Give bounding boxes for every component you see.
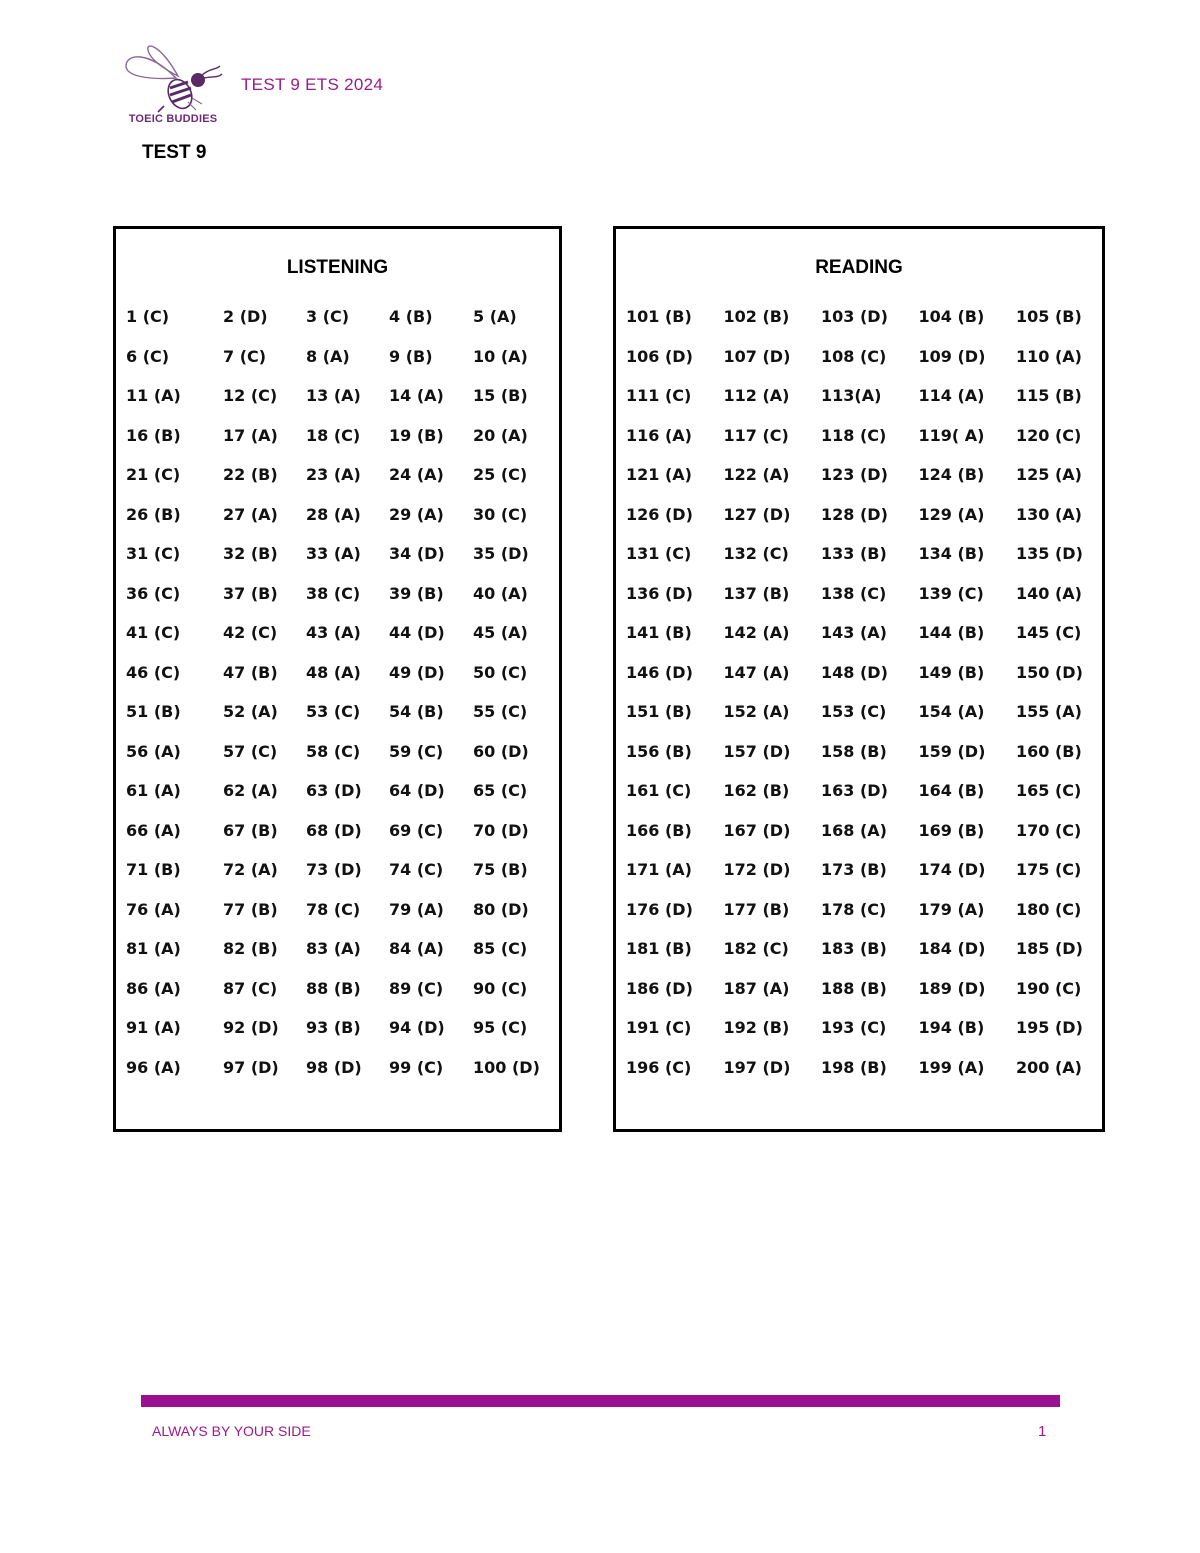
answer-cell: 106 (D) — [626, 346, 693, 366]
answer-cell: 86 (A) — [126, 978, 181, 998]
answer-cell: 3 (C) — [306, 307, 350, 326]
answer-cell: 37 (B) — [223, 583, 278, 603]
answer-row — [626, 781, 1114, 821]
answer-row — [626, 465, 1114, 505]
answer-row — [626, 426, 1114, 466]
answer-cell: 22 (B) — [223, 465, 278, 484]
answer-cell: 127 (D) — [723, 504, 791, 524]
answer-cell: 61 (A) — [126, 781, 181, 800]
answer-cell: 75 (B) — [473, 860, 528, 879]
answer-cell: 167 (D) — [723, 820, 791, 840]
answer-row — [126, 1018, 553, 1058]
answer-cell: 34 (D) — [389, 544, 445, 563]
answer-cell: 196 (C) — [626, 1057, 692, 1077]
answer-cell: 145 (C) — [1016, 623, 1082, 642]
answer-cell: 56 (A) — [126, 741, 181, 761]
answer-cell: 17 (A) — [223, 425, 278, 445]
answer-cell: 45 (A) — [473, 623, 528, 642]
answer-cell: 115 (B) — [1016, 386, 1082, 405]
answer-cell: 152 (A) — [723, 702, 790, 721]
answer-cell: 94 (D) — [389, 1018, 445, 1037]
answer-cell: 139 (C) — [918, 583, 984, 603]
answer-cell: 88 (B) — [306, 978, 361, 998]
answer-cell: 153 (C) — [821, 702, 887, 721]
answer-cell: 32 (B) — [223, 544, 278, 563]
answer-cell: 185 (D) — [1016, 939, 1083, 958]
answer-row — [126, 939, 553, 979]
answer-cell: 132 (C) — [723, 544, 789, 563]
logo — [118, 40, 228, 132]
answer-cell: 136 (D) — [626, 583, 693, 603]
answer-cell: 134 (B) — [918, 544, 985, 563]
answer-cell: 161 (C) — [626, 781, 692, 800]
answer-cell: 1 (C) — [126, 307, 170, 326]
answer-cell: 104 (B) — [918, 307, 985, 326]
answer-cell: 93 (B) — [306, 1018, 361, 1037]
answer-cell: 87 (C) — [223, 978, 278, 998]
answer-cell: 120 (C) — [1016, 425, 1082, 445]
answer-cell: 192 (B) — [723, 1018, 790, 1037]
answer-cell: 85 (C) — [473, 939, 528, 958]
answer-cell: 101 (B) — [626, 307, 692, 326]
answer-cell: 200 (A) — [1016, 1057, 1082, 1077]
answer-cell: 198 (B) — [821, 1057, 887, 1077]
answer-cell: 119( A) — [918, 425, 985, 445]
answer-cell: 108 (C) — [821, 346, 887, 366]
answer-row — [126, 307, 553, 347]
answer-cell: 29 (A) — [389, 504, 444, 524]
answer-cell: 71 (B) — [126, 860, 181, 879]
listening-panel — [113, 226, 562, 1132]
answer-cell: 78 (C) — [306, 899, 361, 919]
answer-row — [126, 663, 553, 703]
answer-cell: 163 (D) — [821, 781, 888, 800]
answer-cell: 177 (B) — [723, 899, 790, 919]
answer-cell: 144 (B) — [918, 623, 985, 642]
answer-cell: 142 (A) — [723, 623, 790, 642]
answer-cell: 81 (A) — [126, 939, 181, 958]
answer-cell: 98 (D) — [306, 1057, 362, 1077]
answer-cell: 171 (A) — [626, 860, 692, 879]
answer-cell: 138 (C) — [821, 583, 887, 603]
answer-cell: 65 (C) — [473, 781, 528, 800]
answer-cell: 103 (D) — [821, 307, 888, 326]
answer-cell: 109 (D) — [918, 346, 986, 366]
answer-row — [126, 781, 553, 821]
answer-cell: 79 (A) — [389, 899, 444, 919]
answer-cell: 36 (C) — [126, 583, 181, 603]
answer-row — [626, 939, 1114, 979]
answer-cell: 126 (D) — [626, 504, 693, 524]
answer-cell: 121 (A) — [626, 465, 692, 484]
answer-cell: 63 (D) — [306, 781, 362, 800]
answer-cell: 147 (A) — [723, 662, 790, 682]
answer-row — [126, 426, 553, 466]
answer-cell: 82 (B) — [223, 939, 278, 958]
answer-cell: 42 (C) — [223, 623, 278, 642]
reading-panel — [613, 226, 1105, 1132]
answer-cell: 181 (B) — [626, 939, 692, 958]
reading-title: READING — [815, 257, 903, 278]
answer-cell: 76 (A) — [126, 899, 181, 919]
answer-cell: 25 (C) — [473, 465, 528, 484]
answer-cell: 154 (A) — [918, 702, 985, 721]
answer-cell: 169 (B) — [918, 820, 985, 840]
answer-row — [626, 1058, 1114, 1098]
answer-cell: 160 (B) — [1016, 741, 1082, 761]
answer-row — [126, 465, 553, 505]
answer-cell: 111 (C) — [626, 386, 692, 405]
answer-row — [626, 860, 1114, 900]
answer-cell: 83 (A) — [306, 939, 361, 958]
answer-cell: 110 (A) — [1016, 346, 1082, 366]
answer-cell: 131 (C) — [626, 544, 692, 563]
answer-row — [126, 347, 553, 387]
answer-cell: 20 (A) — [473, 425, 528, 445]
answer-cell: 197 (D) — [723, 1057, 791, 1077]
answer-cell: 11 (A) — [126, 386, 181, 405]
answer-cell: 47 (B) — [223, 662, 278, 682]
answer-cell: 141 (B) — [626, 623, 692, 642]
answer-cell: 117 (C) — [723, 425, 789, 445]
answer-cell: 12 (C) — [223, 386, 278, 405]
answer-cell: 95 (C) — [473, 1018, 528, 1037]
answer-cell: 179 (A) — [918, 899, 985, 919]
answer-cell: 64 (D) — [389, 781, 445, 800]
answer-cell: 55 (C) — [473, 702, 528, 721]
answer-cell: 80 (D) — [473, 899, 529, 919]
answer-cell: 10 (A) — [473, 346, 528, 366]
answer-cell: 178 (C) — [821, 899, 887, 919]
answer-cell: 77 (B) — [223, 899, 278, 919]
answer-row — [626, 742, 1114, 782]
answer-cell: 44 (D) — [389, 623, 445, 642]
answer-cell: 135 (D) — [1016, 544, 1083, 563]
answer-cell: 173 (B) — [821, 860, 887, 879]
answer-cell: 172 (D) — [723, 860, 791, 879]
answer-cell: 31 (C) — [126, 544, 181, 563]
answer-row — [126, 1058, 553, 1098]
answer-cell: 143 (A) — [821, 623, 887, 642]
answer-cell: 186 (D) — [626, 978, 693, 998]
answer-cell: 114 (A) — [918, 386, 985, 405]
answer-cell: 184 (D) — [918, 939, 986, 958]
answer-cell: 148 (D) — [821, 662, 888, 682]
answer-cell: 23 (A) — [306, 465, 361, 484]
answer-cell: 112 (A) — [723, 386, 790, 405]
answer-cell: 133 (B) — [821, 544, 887, 563]
listening-title: LISTENING — [286, 257, 389, 278]
answer-cell: 90 (C) — [473, 978, 528, 998]
answer-cell: 125 (A) — [1016, 465, 1082, 484]
answer-cell: 194 (B) — [918, 1018, 985, 1037]
answer-cell: 105 (B) — [1016, 307, 1082, 326]
answer-cell: 43 (A) — [306, 623, 361, 642]
answer-row — [126, 900, 553, 940]
answer-cell: 99 (C) — [389, 1057, 444, 1077]
answer-cell: 107 (D) — [723, 346, 791, 366]
answer-cell: 53 (C) — [306, 702, 361, 721]
answer-cell: 19 (B) — [389, 425, 444, 445]
answer-cell: 162 (B) — [723, 781, 790, 800]
answer-cell: 180 (C) — [1016, 899, 1082, 919]
answer-cell: 54 (B) — [389, 702, 444, 721]
answer-cell: 33 (A) — [306, 544, 361, 563]
answer-cell: 67 (B) — [223, 820, 278, 840]
answer-cell: 5 (A) — [473, 307, 517, 326]
answer-cell: 151 (B) — [626, 702, 692, 721]
answer-cell: 24 (A) — [389, 465, 444, 484]
answer-cell: 137 (B) — [723, 583, 790, 603]
answer-cell: 124 (B) — [918, 465, 985, 484]
answer-row — [626, 544, 1114, 584]
answer-cell: 113(A) — [821, 386, 882, 405]
answer-cell: 14 (A) — [389, 386, 444, 405]
answer-cell: 118 (C) — [821, 425, 887, 445]
answer-cell: 164 (B) — [918, 781, 985, 800]
page-number: 1 — [1038, 1423, 1047, 1440]
answer-row — [626, 1018, 1114, 1058]
answer-cell: 6 (C) — [126, 346, 170, 366]
answer-cell: 189 (D) — [918, 978, 986, 998]
answer-cell: 48 (A) — [306, 662, 361, 682]
answer-cell: 155 (A) — [1016, 702, 1082, 721]
answer-cell: 68 (D) — [306, 820, 362, 840]
answer-cell: 170 (C) — [1016, 820, 1082, 840]
logo-text: TOEIC BUDDIES — [128, 113, 218, 125]
answer-cell: 92 (D) — [223, 1018, 279, 1037]
footer-tagline: ALWAYS BY YOUR SIDE — [152, 1423, 311, 1439]
answer-cell: 150 (D) — [1016, 662, 1083, 682]
answer-cell: 49 (D) — [389, 662, 445, 682]
answer-row — [626, 623, 1114, 663]
test-heading: TEST 9 — [142, 142, 207, 163]
answer-row — [126, 623, 553, 663]
answer-cell: 183 (B) — [821, 939, 887, 958]
answer-cell: 9 (B) — [389, 346, 433, 366]
answer-cell: 8 (A) — [306, 346, 350, 366]
answer-cell: 116 (A) — [626, 425, 692, 445]
answer-cell: 51 (B) — [126, 702, 181, 721]
answer-cell: 62 (A) — [223, 781, 278, 800]
answer-row — [126, 742, 553, 782]
answer-cell: 102 (B) — [723, 307, 790, 326]
answer-cell: 100 (D) — [473, 1057, 540, 1077]
answer-cell: 129 (A) — [918, 504, 985, 524]
answer-cell: 157 (D) — [723, 741, 791, 761]
answer-row — [126, 386, 553, 426]
answer-cell: 73 (D) — [306, 860, 362, 879]
answer-row — [626, 979, 1114, 1019]
answer-cell: 59 (C) — [389, 741, 444, 761]
answer-cell: 70 (D) — [473, 820, 529, 840]
answer-cell: 28 (A) — [306, 504, 361, 524]
answer-cell: 2 (D) — [223, 307, 268, 326]
answer-cell: 18 (C) — [306, 425, 361, 445]
answer-row — [626, 663, 1114, 703]
answer-row — [626, 584, 1114, 624]
answer-cell: 84 (A) — [389, 939, 444, 958]
bee-icon — [118, 40, 228, 115]
answer-cell: 15 (B) — [473, 386, 528, 405]
answer-row — [126, 979, 553, 1019]
answer-cell: 156 (B) — [626, 741, 692, 761]
answer-cell: 40 (A) — [473, 583, 528, 603]
answer-cell: 188 (B) — [821, 978, 887, 998]
answer-cell: 158 (B) — [821, 741, 887, 761]
answer-cell: 96 (A) — [126, 1057, 181, 1077]
reading-answer-grid — [626, 307, 1114, 1097]
answer-cell: 69 (C) — [389, 820, 444, 840]
answer-cell: 195 (D) — [1016, 1018, 1083, 1037]
listening-answer-grid — [126, 307, 553, 1097]
answer-cell: 60 (D) — [473, 741, 529, 761]
answer-cell: 13 (A) — [306, 386, 361, 405]
answer-row — [126, 860, 553, 900]
answer-cell: 26 (B) — [126, 504, 181, 524]
answer-cell: 130 (A) — [1016, 504, 1082, 524]
answer-cell: 140 (A) — [1016, 583, 1082, 603]
answer-cell: 146 (D) — [626, 662, 693, 682]
answer-cell: 89 (C) — [389, 978, 444, 998]
answer-row — [626, 702, 1114, 742]
answer-cell: 35 (D) — [473, 544, 529, 563]
answer-row — [626, 347, 1114, 387]
answer-cell: 39 (B) — [389, 583, 444, 603]
answer-row — [126, 821, 553, 861]
answer-cell: 191 (C) — [626, 1018, 692, 1037]
answer-cell: 176 (D) — [626, 899, 693, 919]
answer-cell: 66 (A) — [126, 820, 181, 840]
answer-cell: 57 (C) — [223, 741, 278, 761]
answer-cell: 52 (A) — [223, 702, 278, 721]
answer-cell: 21 (C) — [126, 465, 181, 484]
answer-cell: 58 (C) — [306, 741, 361, 761]
answer-row — [626, 307, 1114, 347]
answer-cell: 27 (A) — [223, 504, 278, 524]
answer-cell: 193 (C) — [821, 1018, 887, 1037]
answer-cell: 123 (D) — [821, 465, 888, 484]
answer-row — [126, 702, 553, 742]
answer-row — [126, 584, 553, 624]
answer-cell: 159 (D) — [918, 741, 986, 761]
footer-divider — [141, 1395, 1060, 1407]
answer-cell: 30 (C) — [473, 504, 528, 524]
answer-cell: 16 (B) — [126, 425, 181, 445]
answer-row — [126, 544, 553, 584]
answer-cell: 149 (B) — [918, 662, 985, 682]
answer-cell: 182 (C) — [723, 939, 789, 958]
answer-row — [626, 505, 1114, 545]
answer-cell: 50 (C) — [473, 662, 528, 682]
answer-cell: 165 (C) — [1016, 781, 1082, 800]
answer-row — [126, 505, 553, 545]
answer-row — [626, 821, 1114, 861]
answer-cell: 97 (D) — [223, 1057, 279, 1077]
answer-cell: 168 (A) — [821, 820, 887, 840]
answer-cell: 91 (A) — [126, 1018, 181, 1037]
answer-cell: 199 (A) — [918, 1057, 985, 1077]
answer-cell: 174 (D) — [918, 860, 986, 879]
answer-cell: 38 (C) — [306, 583, 361, 603]
answer-cell: 122 (A) — [723, 465, 790, 484]
answer-cell: 74 (C) — [389, 860, 444, 879]
answer-cell: 175 (C) — [1016, 860, 1082, 879]
answer-cell: 190 (C) — [1016, 978, 1082, 998]
header-title: TEST 9 ETS 2024 — [241, 75, 384, 94]
answer-row — [626, 900, 1114, 940]
answer-cell: 72 (A) — [223, 860, 278, 879]
answer-cell: 187 (A) — [723, 978, 790, 998]
answer-cell: 128 (D) — [821, 504, 888, 524]
answer-cell: 166 (B) — [626, 820, 692, 840]
answer-cell: 41 (C) — [126, 623, 181, 642]
answer-cell: 7 (C) — [223, 346, 267, 366]
answer-row — [626, 386, 1114, 426]
answer-cell: 46 (C) — [126, 662, 181, 682]
answer-cell: 4 (B) — [389, 307, 433, 326]
